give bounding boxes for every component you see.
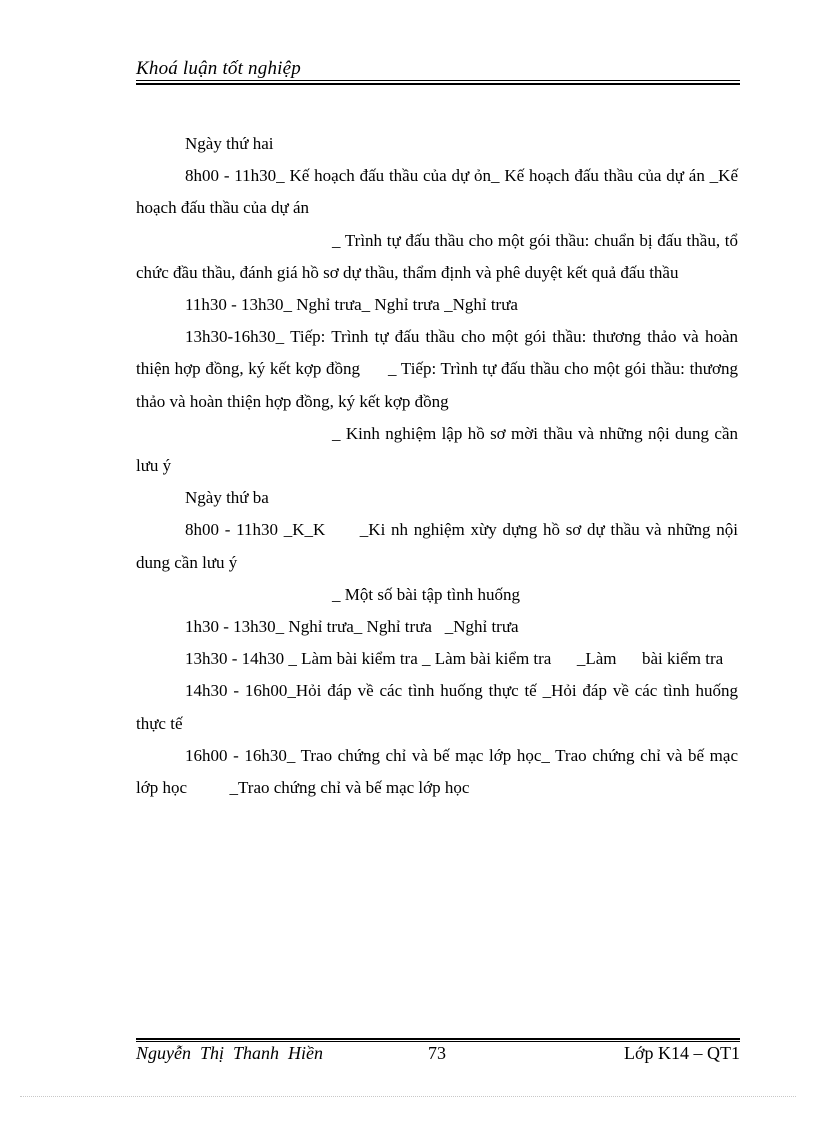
header-rule-thick (136, 83, 740, 85)
schedule-subitem: _ Trình tự đấu thầu cho một gói thầu: chuẩn bị đấu thầu, tổ chức đầu thầu, đánh giá hồ sơ dự thầu, thẩm định và phê duyệt kết quả đấu thầu (136, 230, 738, 282)
footer-author: Nguyễn Thị Thanh Hiền (136, 1043, 323, 1063)
schedule-item: 8h00 - 11h30 _K_K _Ki nh nghiệm xừy dựng hồ sơ dự thầu và những nội dung cần lưu ý (136, 520, 743, 572)
header-rule-thin (136, 80, 740, 81)
schedule-item: 1h30 - 13h30_ Nghỉ trưa_ Nghỉ trưa _Nghỉ trưa (185, 617, 519, 637)
schedule-subitem: _ Một số bài tập tình huống (332, 584, 520, 604)
schedule-item: 14h30 - 16h00_Hỏi đáp về các tình huống thực tế _Hỏi đáp về các tình huống thực tế (136, 681, 738, 733)
body-text (136, 128, 743, 804)
schedule-item: 13h30-16h30_ Tiếp: Trình tự đấu thầu cho một gói thầu: thương thảo và hoàn thiện hợp đồng, ký kết kợp đồng _ Tiếp: Trình tự đấu thầu cho một gói thầu: thương thảo và hoàn thiện hợp đồng, ký kết kợp đồng (136, 327, 743, 411)
footer (136, 1043, 740, 1069)
page-edge-divider (20, 1096, 796, 1097)
day-heading: Ngày thứ hai (185, 134, 274, 153)
schedule-subitem: _ Kinh nghiệm lập hồ sơ mời thầu và những nội dung cần lưu ý (136, 423, 738, 476)
schedule-item: 8h00 - 11h30_ Kế hoạch đấu thầu của dự ỏn_ Kế hoạch đấu thầu của dự án _Kế hoạch đấu thầu của dự án (136, 166, 738, 218)
schedule-item: 16h00 - 16h30_ Trao chứng chỉ và bế mạc lớp học_ Trao chứng chỉ và bế mạc lớp học _Trao chứng chỉ và bế mạc lớp học (136, 745, 743, 798)
day-heading: Ngày thứ ba (185, 488, 269, 508)
schedule-item: 13h30 - 14h30 _ Làm bài kiểm tra _ Làm bài kiểm tra _Làm bài kiểm tra (185, 649, 724, 669)
footer-class-label: Lớp K14 – QT1 (623, 1043, 740, 1063)
footer-rule-thick (136, 1038, 740, 1040)
footer-rule-thin (136, 1041, 740, 1042)
page-number: 73 (428, 1043, 446, 1063)
schedule-item: 11h30 - 13h30_ Nghỉ trưa_ Nghỉ trưa _Nghỉ trưa (185, 295, 518, 315)
header-title: Khoá luận tốt nghiệp (136, 58, 301, 79)
